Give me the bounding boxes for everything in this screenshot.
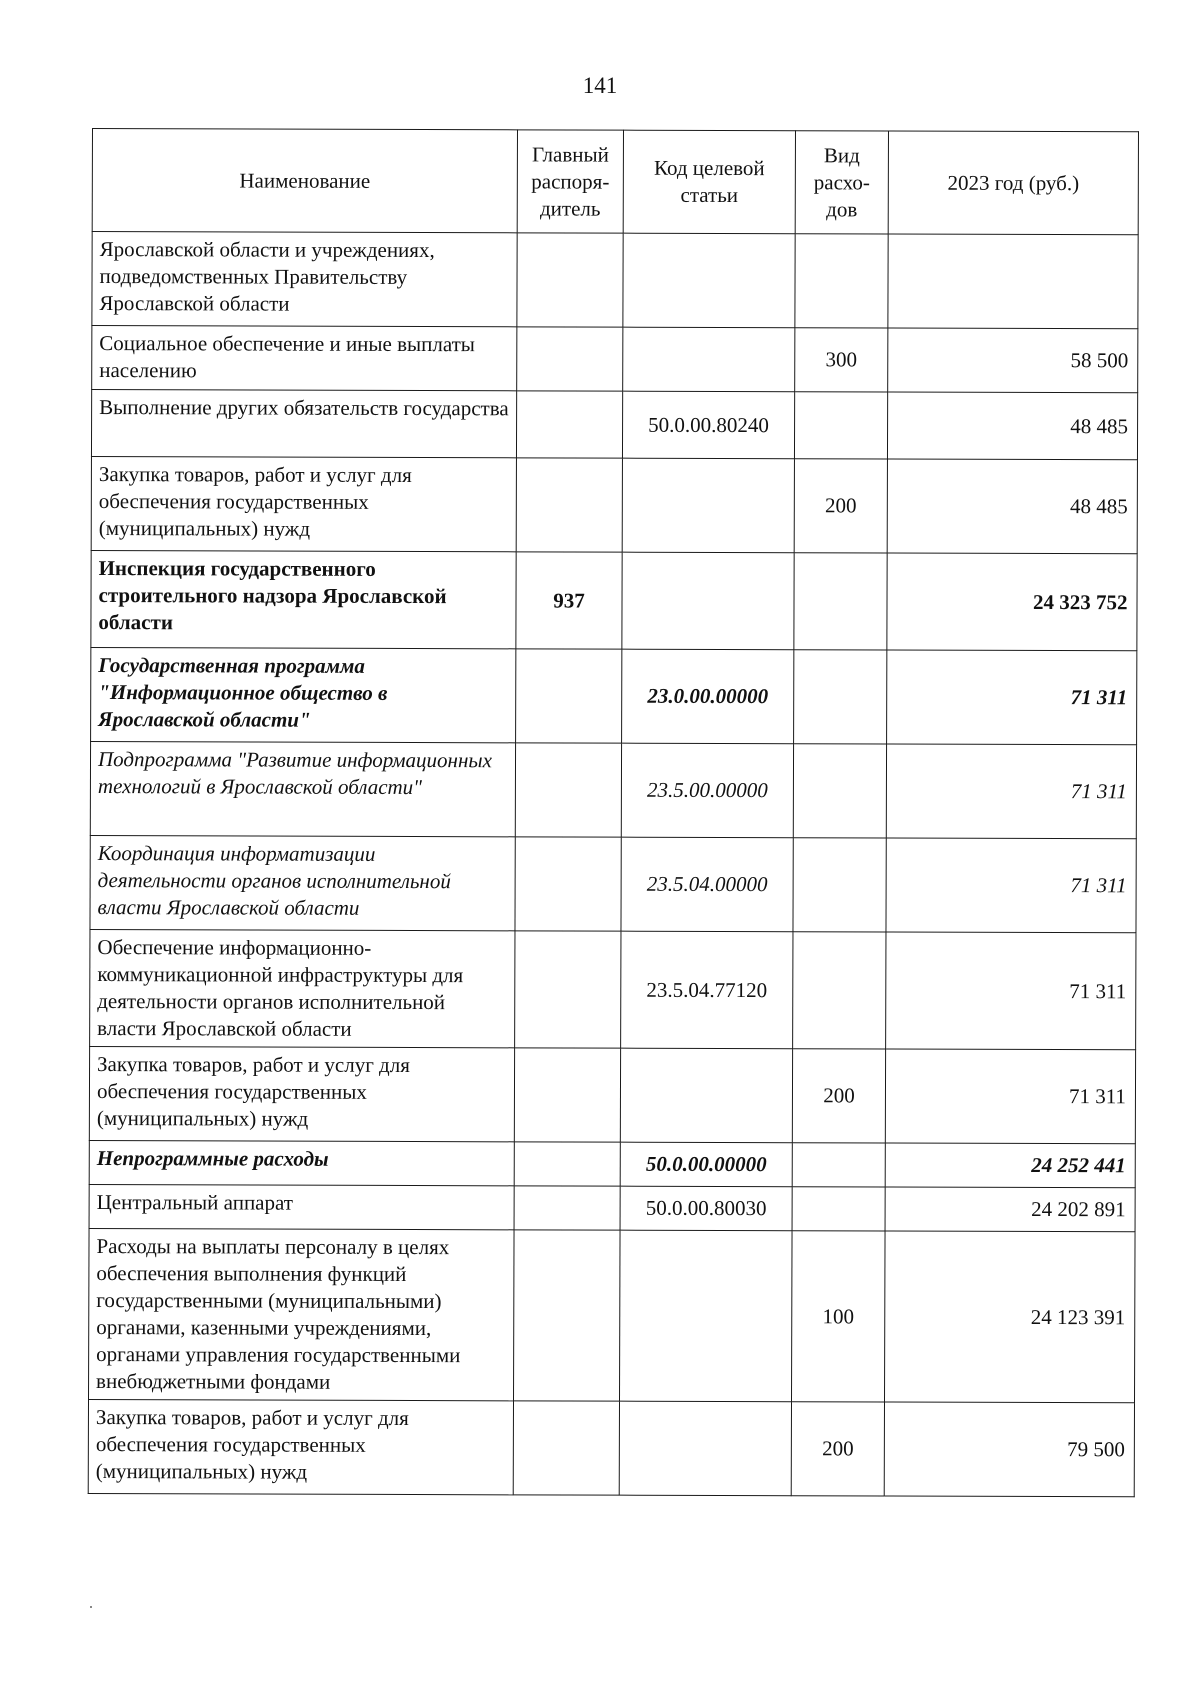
- row-code-cell: [620, 1048, 792, 1143]
- row-amount-cell: 48 485: [887, 459, 1137, 554]
- row-code-cell: [622, 458, 794, 553]
- row-type-cell: 300: [795, 328, 888, 392]
- row-type-cell: [793, 838, 886, 932]
- row-name-cell: Инспекция государственного строительного надзора Ярославской области: [91, 550, 516, 648]
- row-name-cell: Непрограммные расходы: [89, 1140, 514, 1185]
- row-code-cell: [623, 327, 795, 392]
- row-type-cell: 200: [794, 459, 887, 553]
- row-code-cell: 23.5.04.00000: [621, 837, 793, 932]
- row-amount-cell: 24 123 391: [885, 1231, 1136, 1403]
- row-code-cell: 50.0.00.00000: [620, 1142, 792, 1187]
- table-row: [89, 1228, 1136, 1402]
- table-row: [90, 741, 1136, 838]
- table-row: [89, 1140, 1135, 1187]
- table-row: [89, 1184, 1135, 1231]
- row-manager-cell: [517, 233, 623, 327]
- header-year: 2023 год (руб.): [888, 131, 1138, 235]
- row-manager-cell: 937: [516, 552, 622, 649]
- table-row: [91, 456, 1137, 553]
- row-type-cell: [793, 932, 886, 1049]
- row-type-cell: 200: [792, 1049, 885, 1143]
- row-amount-cell: 71 311: [886, 744, 1136, 839]
- row-manager-cell: [516, 458, 622, 552]
- row-type-cell: [794, 650, 887, 744]
- row-code-cell: 23.5.00.00000: [621, 743, 793, 838]
- header-expense-type: Вид расхо-дов: [795, 131, 888, 234]
- table-row: [89, 1046, 1135, 1143]
- row-type-cell: [792, 1187, 885, 1231]
- row-type-cell: [792, 1143, 885, 1187]
- row-name-cell: Расходы на выплаты персоналу в целях обеспечения выполнения функций государственными (муниципальными) органами, казенными учреждениями, органами управления государственными внебюджетными фондами: [89, 1228, 515, 1400]
- table-row: [90, 835, 1136, 932]
- row-amount-cell: 71 311: [886, 838, 1136, 933]
- table-body: [88, 232, 1138, 1497]
- row-manager-cell: [514, 1230, 621, 1401]
- row-type-cell: [794, 553, 887, 650]
- budget-table: [88, 128, 1139, 1497]
- row-amount-cell: 58 500: [888, 328, 1138, 393]
- row-code-cell: 50.0.00.80240: [622, 391, 794, 459]
- header-main-manager: Главный распоря-дитель: [517, 130, 623, 233]
- row-name-cell: Координация информатизации деятельности органов исполнительной власти Ярославской области: [90, 835, 515, 930]
- row-name-cell: Обеспечение информационно-коммуникационной инфраструктуры для деятельности органов исполнительной власти Ярославской области: [90, 929, 515, 1047]
- row-amount-cell: 79 500: [884, 1402, 1134, 1497]
- row-code-cell: [620, 1230, 793, 1402]
- table-row: [90, 929, 1136, 1049]
- row-type-cell: [795, 234, 888, 328]
- row-type-cell: [794, 392, 887, 459]
- row-manager-cell: [515, 931, 621, 1048]
- row-manager-cell: [516, 391, 622, 458]
- scan-speck: [90, 1606, 92, 1608]
- row-amount-cell: 71 311: [886, 932, 1136, 1050]
- row-type-cell: 200: [791, 1402, 884, 1496]
- row-manager-cell: [514, 1142, 620, 1186]
- row-amount-cell: 24 202 891: [885, 1187, 1135, 1232]
- row-type-cell: [793, 744, 886, 838]
- header-name: Наименование: [92, 129, 517, 233]
- row-manager-cell: [517, 327, 623, 391]
- row-amount-cell: 24 323 752: [887, 553, 1137, 651]
- row-name-cell: Центральный аппарат: [89, 1184, 514, 1229]
- row-name-cell: Закупка товаров, работ и услуг для обеспечения государственных (муниципальных) нужд: [88, 1399, 513, 1494]
- row-code-cell: [623, 233, 795, 328]
- table-row: [91, 390, 1137, 460]
- row-amount-cell: 48 485: [887, 392, 1137, 460]
- row-amount-cell: [888, 234, 1138, 329]
- row-name-cell: Выполнение других обязательств государства: [91, 390, 516, 458]
- row-manager-cell: [514, 1186, 620, 1230]
- row-name-cell: Закупка товаров, работ и услуг для обеспечения государственных (муниципальных) нужд: [91, 456, 516, 551]
- row-name-cell: Государственная программа "Информационное общество в Ярославской области": [91, 647, 516, 742]
- row-code-cell: [622, 552, 794, 650]
- row-type-cell: 100: [792, 1231, 886, 1402]
- table-row: [92, 326, 1138, 393]
- row-amount-cell: 24 252 441: [885, 1143, 1135, 1188]
- row-code-cell: [619, 1401, 791, 1496]
- row-name-cell: Ярославской области и учреждениях, подведомственных Правительству Ярославской области: [92, 232, 517, 327]
- row-manager-cell: [514, 1048, 620, 1142]
- row-manager-cell: [515, 743, 621, 837]
- table-row: [88, 1399, 1134, 1496]
- page-number: 141: [582, 73, 618, 98]
- row-manager-cell: [515, 837, 621, 931]
- row-name-cell: Закупка товаров, работ и услуг для обеспечения государственных (муниципальных) нужд: [89, 1046, 514, 1141]
- row-code-cell: 50.0.00.80030: [620, 1186, 792, 1231]
- header-target-code: Код целевой статьи: [623, 130, 795, 234]
- table-row: [91, 647, 1137, 744]
- table-row: [91, 550, 1137, 650]
- table-row: [92, 232, 1138, 329]
- table-header-row: [92, 129, 1138, 235]
- row-amount-cell: 71 311: [885, 1049, 1135, 1144]
- row-manager-cell: [513, 1401, 619, 1495]
- row-amount-cell: 71 311: [887, 650, 1137, 745]
- row-name-cell: Социальное обеспечение и иные выплаты населению: [92, 326, 517, 391]
- row-code-cell: 23.5.04.77120: [621, 931, 793, 1049]
- row-manager-cell: [516, 649, 622, 743]
- row-name-cell: Подпрограмма "Развитие информационных технологий в Ярославской области": [90, 741, 515, 836]
- row-code-cell: 23.0.00.00000: [622, 649, 794, 744]
